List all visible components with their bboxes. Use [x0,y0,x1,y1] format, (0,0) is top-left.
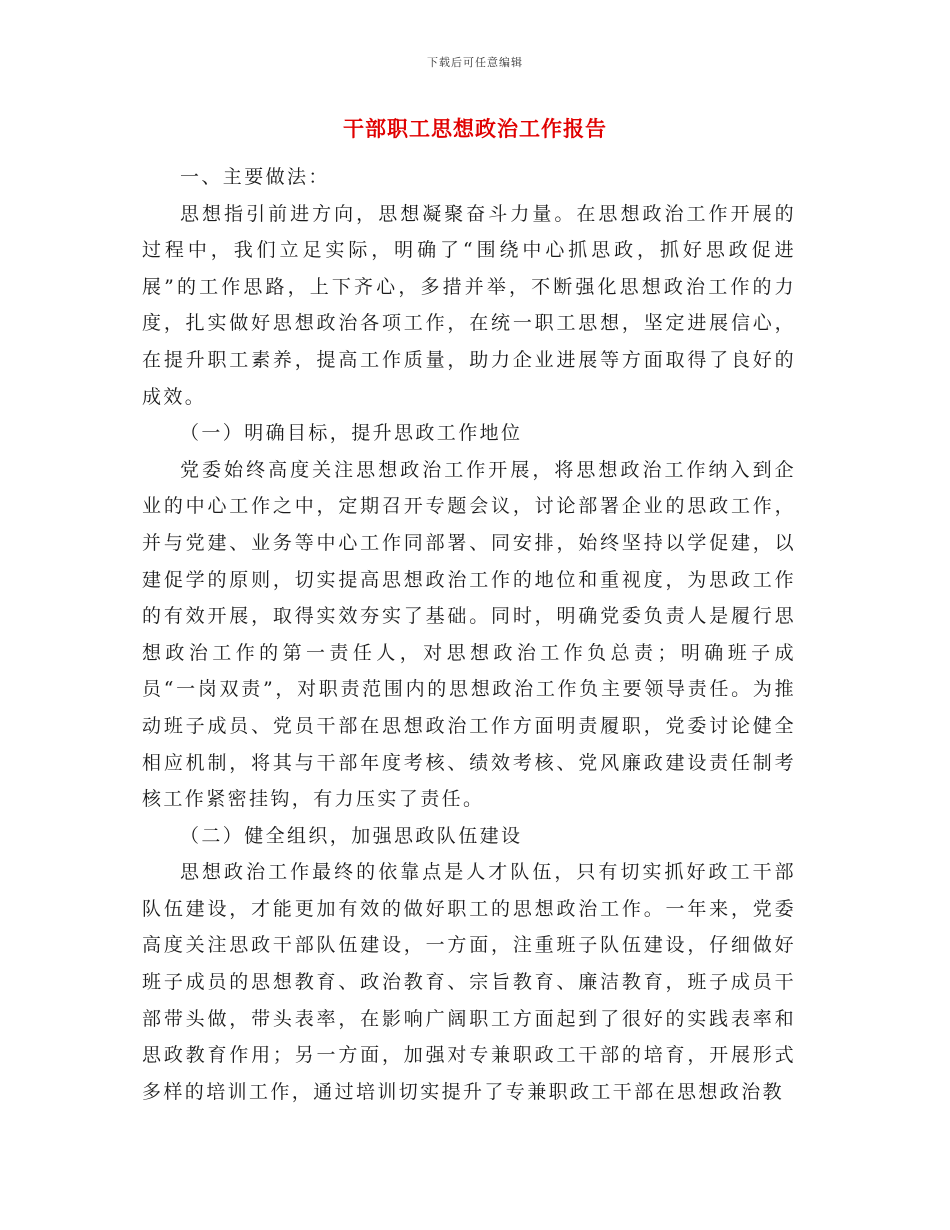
subsection-1-paragraph: 党委始终高度关注思想政治工作开展，将思想政治工作纳入到企业的中心工作之中，定期召开专题会议，讨论部署企业的思政工作，并与党建、业务等中心工作同部署、同安排，始终坚持以学促建，以建促学的原则，切实提高思想政治工作的地位和重视度，为思政工作的有效开展，取得实效夯实了基础。同时，明确党委负责人是履行思想政治工作的第一责任人，对思想政治工作负总责；明确班子成员“一岗双责”，对职责范围内的思想政治工作负主要领导责任。为推动班子成员、党员干部在思想政治工作方面明责履职，党委讨论健全相应机制，将其与干部年度考核、绩效考核、党风廉政建设责任制考核工作紧密挂钩，有力压实了责任。 [142,458,796,811]
subsection-2-paragraph: 思想政治工作最终的依靠点是人才队伍，只有切实抓好政工干部队伍建设，才能更加有效的做好职工的思想政治工作。一年来，党委高度关注思政干部队伍建设，一方面，注重班子队伍建设，仔细做好班子成员的思想教育、政治教育、宗旨教育、廉洁教育，班子成员干部带头做，带头表率，在影响广阔职工方面起到了很好的实践表率和思政教育作用；另一方面，加强对专兼职政工干部的培育，开展形式多样的培训工作，通过培训切实提升了专兼职政工干部在思想政治教 [142,861,796,1103]
page-header-note: 下载后可任意编辑 [427,56,523,69]
subsection-1-heading: （一）明确目标，提升思政工作地位 [180,422,523,445]
subsection-2-heading: （二）健全组织，加强思政队伍建设 [180,824,523,847]
document-title: 干部职工思想政治工作报告 [343,116,607,141]
intro-paragraph: 思想指引前进方向，思想凝聚奋斗力量。在思想政治工作开展的过程中，我们立足实际，明确了“围绕中心抓思政，抓好思政促进展”的工作思路，上下齐心，多措并举，不断强化思想政治工作的力度，扎实做好思想政治各项工作，在统一职工思想，坚定进展信心，在提升职工素养，提高工作质量，助力企业进展等方面取得了良好的成效。 [142,202,796,408]
document-body [142,159,796,1110]
section-heading: 一、主要做法： [180,166,330,188]
